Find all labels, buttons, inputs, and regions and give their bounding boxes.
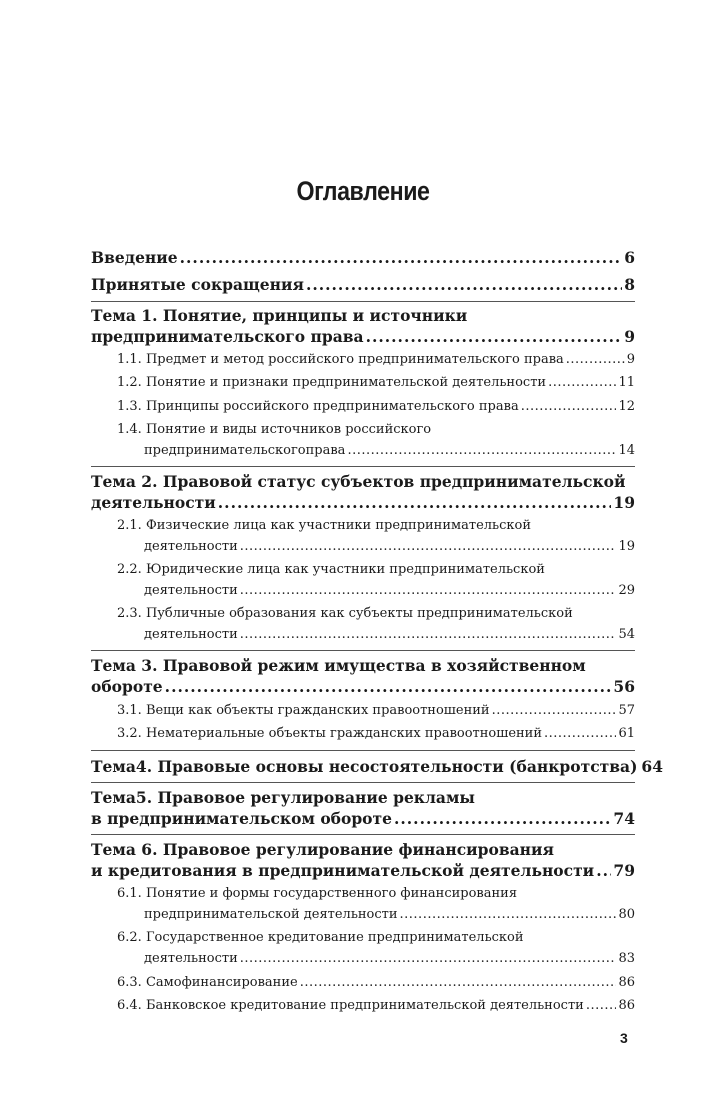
toc-section-1-3[interactable]: 1.3. Принципы российского предпринимательского права ..... 12 <box>91 399 635 419</box>
toc-topic-2[interactable]: деятельности ..... 19 <box>91 493 635 515</box>
divider <box>91 650 635 651</box>
toc-topic-6[interactable]: и кредитования в предпринимательской деятельности ..... 79 <box>91 861 635 883</box>
toc-topic-5-line1[interactable]: Тема5. Правовое регулирование рекламы <box>91 788 475 807</box>
toc-section-6-2-line1[interactable]: 6.2. Государственное кредитование предпринимательской <box>117 930 524 945</box>
toc-section-2-2[interactable]: деятельности ..... 29 <box>91 583 635 603</box>
toc-section-6-2[interactable]: деятельности ..... 83 <box>91 951 635 971</box>
divider <box>91 782 635 783</box>
toc-topic-5[interactable]: в предпринимательском обороте ..... 74 <box>91 809 635 831</box>
toc-topic-3[interactable]: обороте ..... 56 <box>91 677 635 699</box>
toc-section-1-4[interactable]: предпринимательскогоправа ..... 14 <box>91 443 635 463</box>
page-title: Оглавление <box>296 176 430 206</box>
toc-section-2-1[interactable]: деятельности ..... 19 <box>91 539 635 559</box>
toc-section-2-1-line1[interactable]: 2.1. Физические лица как участники предпринимательской <box>117 518 531 533</box>
toc-section-6-1-line1[interactable]: 6.1. Понятие и формы государственного финансирования <box>117 886 518 901</box>
toc-topic-6-line1[interactable]: Тема 6. Правовое регулирование финансирования <box>91 840 554 859</box>
toc-entry-intro[interactable]: Введение ..... 6 <box>91 248 635 270</box>
toc-section-1-4-line1[interactable]: 1.4. Понятие и виды источников российского <box>117 422 432 437</box>
toc-topic-1-line1[interactable]: Тема 1. Понятие, принципы и источники <box>91 306 468 325</box>
toc-section-6-3[interactable]: 6.3. Самофинансирование ..... 86 <box>91 975 635 995</box>
toc-topic-2-line1[interactable]: Тема 2. Правовой статус субъектов предпринимательской <box>91 472 626 491</box>
page-number: 3 <box>620 1030 628 1046</box>
toc-topic-3-line1[interactable]: Тема 3. Правовой режим имущества в хозяйственном <box>91 656 586 675</box>
toc-section-1-2[interactable]: 1.2. Понятие и признаки предпринимательской деятельности ..... 11 <box>91 375 635 395</box>
toc-section-3-1[interactable]: 3.1. Вещи как объекты гражданских правоотношений ..... 57 <box>91 703 635 723</box>
toc-topic-4[interactable]: Тема4. Правовые основы несостоятельности (банкротства) 64 <box>91 757 663 776</box>
divider <box>91 834 635 835</box>
divider <box>91 466 635 467</box>
toc-section-3-2[interactable]: 3.2. Нематериальные объекты гражданских правоотношений ..... 61 <box>91 726 635 746</box>
divider <box>91 750 635 751</box>
divider <box>91 301 635 302</box>
toc-section-6-1[interactable]: предпринимательской деятельности ..... 80 <box>91 907 635 927</box>
toc-section-2-3[interactable]: деятельности ..... 54 <box>91 627 635 647</box>
toc-section-2-2-line1[interactable]: 2.2. Юридические лица как участники предпринимательской <box>117 562 545 577</box>
toc-section-6-4[interactable]: 6.4. Банковское кредитование предпринимательской деятельности ..... 86 <box>91 998 635 1018</box>
toc-section-2-3-line1[interactable]: 2.3. Публичные образования как субъекты предпринимательской <box>117 606 573 621</box>
toc-entry-abbreviations[interactable]: Принятые сокращения ..... 8 <box>91 275 635 297</box>
toc-topic-1[interactable]: предпринимательского права ..... 9 <box>91 327 635 349</box>
toc-section-1-1[interactable]: 1.1. Предмет и метод российского предпринимательского права ..... 9 <box>91 352 635 372</box>
